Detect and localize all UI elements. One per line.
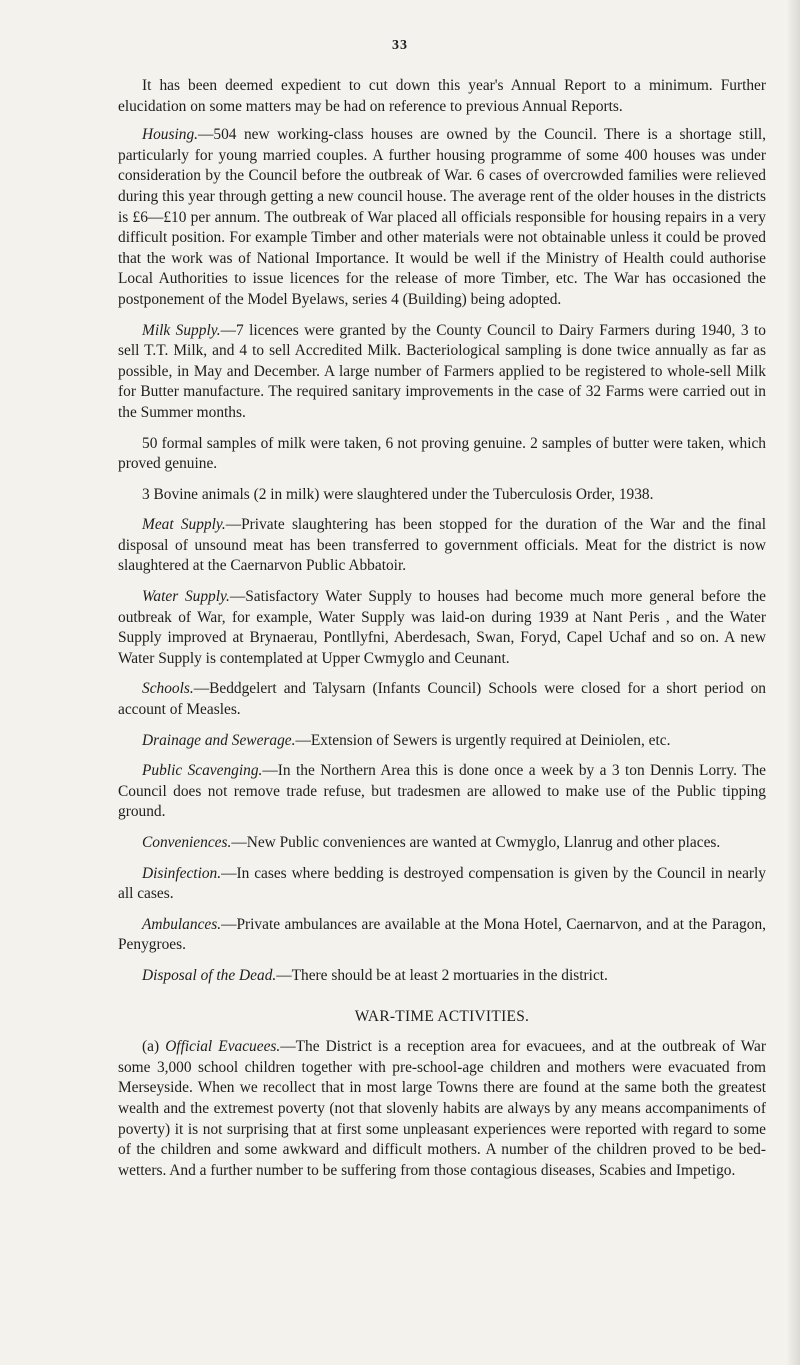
text-bovine: 3 Bovine animals (2 in milk) were slaughtered under the Tuberculosis Order, 1938.	[142, 485, 654, 503]
paragraph-water-supply	[118, 587, 766, 669]
text-conveniences: —New Public conveniences are wanted at Cwmyglo, Llanrug and other places.	[231, 834, 721, 851]
text-housing: —504 new working-class houses are owned by the Council. There is a shortage still, particularly for young married couples. A further housing programme of some 400 houses was under consideration by the Council before the outbreak of War. 6 cases of overcrowded families were relieved during this year through getting a new council house. The average rent of the older houses in the districts is £6—£10 per annum. The outbreak of War placed all officials responsible for housing repairs in a very difficult position. For example Timber and other materials were not obtainable unless it could be proved that the work was of National Importance. It would be well if the Ministry of Health could authorise Local Authorities to issue licences for the release of more Timber, etc. The War has occasioned the postponement of the Model Byelaws, series 4 (Building) being adopted.	[118, 126, 766, 308]
paragraph-disposal-dead	[118, 966, 766, 987]
heading-evacuees: Official Evacuees.	[165, 1038, 281, 1056]
text-schools: —Beddgelert and Talysarn (Infants Council) Schools were closed for a short period on account of Measles.	[118, 680, 766, 719]
report-body	[118, 76, 766, 1191]
paragraph-conveniences	[118, 833, 766, 854]
text-ambulances: —Private ambulances are available at the Mona Hotel, Caernarvon, and at the Paragon, Penygroes.	[118, 915, 766, 954]
page-edge-shadow	[786, 0, 800, 1365]
heading-disinfection: Disinfection.	[142, 864, 222, 882]
text-milk-supply: —7 licences were granted by the County Council to Dairy Farmers during 1940, 3 to sell T.T. Milk, and 4 to sell Accredited Milk. Bacteriological sampling is done twice annually as far as possible, in May and December. A large number of Farmers applied to be registered to whole-sell Milk for Butter manufacture. The required sanitary improvements in the case of 32 Farms were carried out in the Summer months.	[118, 321, 766, 421]
text-drainage: —Extension of Sewers is urgently required at Deiniolen, etc.	[295, 731, 671, 749]
paragraph-list	[118, 125, 766, 986]
text-meat-supply: —Private slaughtering has been stopped for the duration of the War and the final disposal of unsound meat has been transferred to government officials. Meat for the district is now slaughtered at the Caernarvon Public Abbatoir.	[118, 516, 766, 575]
paragraph-milk-supply	[118, 321, 766, 424]
paragraph-ambulances	[118, 915, 766, 956]
page-number: 33	[392, 38, 408, 53]
paragraph-disinfection	[118, 864, 766, 905]
heading-housing: Housing.	[142, 126, 199, 144]
intro-paragraph: It has been deemed expedient to cut down this year's Annual Report to a minimum. Further elucidation on some matters may be had on reference to previous Annual Reports.	[118, 77, 766, 115]
text-evacuees: —The District is a reception area for evacuees, and at the outbreak of War some 3,000 school children together with pre-school-age children and mothers were evacuated from Merseyside. When we recollect that in most large Towns there are found at the same both the greatest wealth and the extremest poverty (not that slovenly habits are always by any means accompaniments of poverty) it is not surprising that at first some unpleasant experiences were reported with regard to some of the children and some awkward and difficult mothers. A number of the children proved to be bed-wetters. And a further number to be suffering from those contagious diseases, Scabies and Impetigo.	[118, 1038, 766, 1179]
paragraph-housing	[118, 125, 766, 310]
heading-disposal-dead: Disposal of the Dead.	[142, 966, 277, 984]
text-milk-samples: 50 formal samples of milk were taken, 6 not proving genuine. 2 samples of butter were taken, which proved genuine.	[118, 434, 766, 473]
text-disinfection: —In cases where bedding is destroyed compensation is given by the Council in nearly all cases.	[118, 864, 766, 903]
heading-schools: Schools.	[142, 680, 194, 698]
paragraph-scavenging	[118, 761, 766, 823]
paragraph-evacuees	[118, 1037, 766, 1181]
paragraph-milk-samples	[118, 434, 766, 475]
paragraph-meat-supply	[118, 515, 766, 577]
heading-ambulances: Ambulances.	[142, 915, 222, 933]
heading-meat-supply: Meat Supply.	[142, 516, 226, 534]
heading-milk-supply: Milk Supply.	[142, 321, 221, 339]
text-scavenging: —In the Northern Area this is done once a week by a 3 ton Dennis Lorry. The Council does not remove trade refuse, but tradesmen are allowed to make use of the Public tipping ground.	[118, 762, 767, 821]
paragraph-drainage	[118, 731, 766, 752]
heading-conveniences: Conveniences.	[142, 834, 232, 851]
paragraph-bovine	[118, 485, 766, 506]
text-water-supply: —Satisfactory Water Supply to houses had become much more general before the outbreak of War, for example, Water Supply was laid-on during 1939 at Nant Peris , and the Water Supply improved at Brynaerau, Pontllyfni, Aberdesach, Swan, Foryd, Capel Uchaf and so on. A new Water Supply is contemplated at Upper Cwmyglo and Ceunant.	[118, 588, 767, 667]
section-label: (a)	[142, 1038, 160, 1056]
heading-water-supply: Water Supply.	[142, 588, 230, 606]
heading-scavenging: Public Scavenging.	[142, 762, 263, 780]
paragraph-schools	[118, 679, 766, 720]
section-title: WAR-TIME ACTIVITIES.	[354, 1007, 530, 1025]
heading-drainage: Drainage and Sewerage.	[142, 731, 296, 749]
text-disposal-dead: —There should be at least 2 mortuaries in the district.	[276, 966, 608, 984]
